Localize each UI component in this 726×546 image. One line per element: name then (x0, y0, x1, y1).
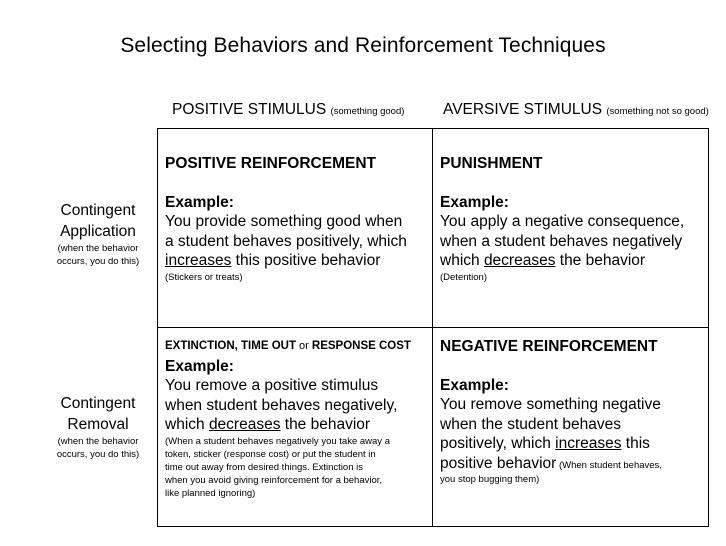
cell-line-pre: which (165, 416, 209, 433)
cell-line-rest: the behavior (555, 252, 646, 269)
cell-line (440, 251, 708, 271)
row-header-application-line2: Application (60, 223, 136, 240)
cell-line (165, 251, 430, 271)
row-header-application-note1: (when the behavior (57, 243, 139, 254)
cell-line: You remove something negative (440, 396, 661, 413)
cell-line: You remove a positive stimulus (165, 377, 379, 394)
cell-line: a student behaves positively, which (165, 232, 407, 250)
cell-line-rest: this (621, 435, 650, 452)
cell-line: when a student behaves negatively (440, 232, 683, 250)
cell-negative-reinforcement (440, 337, 708, 486)
cell-heading: POSITIVE REINFORCEMENT (165, 155, 376, 172)
cell-note: like planned ignoring) (165, 487, 256, 499)
cell-line-rest: this positive behavior (231, 252, 381, 269)
cell-heading-b: RESPONSE COST (311, 340, 411, 352)
cell-heading-a: EXTINCTION, TIME OUT (165, 340, 296, 352)
underlined-word: increases (555, 435, 622, 452)
cell-line: when the student behaves (440, 415, 621, 433)
cell-line-pre: which (440, 252, 484, 269)
column-header-positive (172, 101, 404, 119)
cell-note: token, sticker (response cost) or put the student in (165, 448, 376, 460)
cell-punishment (440, 154, 708, 284)
cell-line (440, 454, 708, 474)
row-header-removal-note2: occurs, you do this) (56, 449, 140, 460)
cell-note-inline: (When student behaves, (556, 459, 662, 471)
column-header-aversive-label: AVERSIVE STIMULUS (443, 101, 603, 118)
cell-note: (Detention) (440, 271, 487, 283)
underlined-word: increases (165, 252, 232, 269)
cell-line: You provide something good when (165, 213, 403, 230)
cell-line (440, 434, 708, 454)
cell-line (165, 415, 430, 435)
grid-horizontal-divider (157, 327, 709, 328)
cell-note: (When a student behaves negatively you take away a (165, 435, 390, 447)
row-header-application-line1: Contingent (60, 202, 136, 219)
example-label: Example: (440, 193, 509, 211)
cell-note: when you avoid giving reinforcement for a behavior, (165, 474, 383, 486)
column-header-positive-label: POSITIVE STIMULUS (172, 101, 327, 118)
cell-line: when student behaves negatively, (165, 396, 398, 414)
cell-note: you stop bugging them) (440, 474, 540, 485)
row-header-application (44, 200, 152, 268)
cell-note: (Stickers or treats) (165, 271, 243, 283)
row-header-removal-line2: Removal (67, 416, 129, 433)
example-label: Example: (165, 193, 234, 211)
underlined-word: decreases (208, 416, 281, 433)
column-header-positive-note: (something good) (330, 106, 405, 117)
cell-positive-reinforcement (165, 154, 430, 284)
cell-line-pre: positively, which (440, 435, 556, 452)
cell-line-rest: the behavior (280, 416, 371, 433)
page-title: Selecting Behaviors and Reinforcement Techniques (120, 34, 606, 57)
cell-note: time out away from desired things. Extinction is (165, 461, 364, 473)
column-header-aversive (443, 101, 709, 119)
cell-extinction (165, 335, 430, 500)
cell-line-main: positive behavior (440, 454, 557, 472)
cell-line: You apply a negative consequence, (440, 213, 685, 230)
example-label: Example: (440, 376, 509, 394)
row-header-application-note2: occurs, you do this) (56, 256, 140, 267)
row-header-removal-note1: (when the behavior (57, 436, 139, 447)
underlined-word: decreases (483, 252, 556, 269)
cell-heading: NEGATIVE REINFORCEMENT (440, 338, 658, 355)
row-header-removal-line1: Contingent (60, 395, 136, 412)
example-label: Example: (165, 357, 234, 375)
cell-heading: PUNISHMENT (440, 155, 543, 172)
cell-heading (165, 335, 430, 357)
cell-heading-or: or (295, 340, 312, 352)
row-header-removal (44, 393, 152, 461)
column-header-aversive-note: (something not so good) (606, 106, 709, 117)
